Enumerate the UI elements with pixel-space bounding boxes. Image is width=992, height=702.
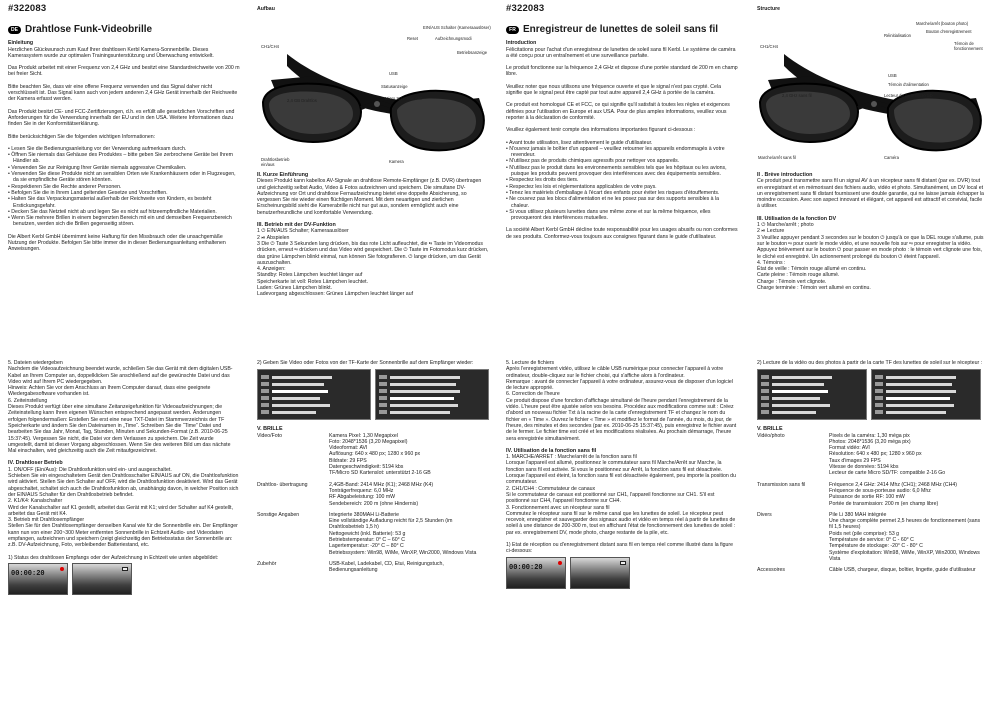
intro-paragraph: Le produit fonctionne sur la fréquence 2,4 GHz et dispose d'une portée standard de 200 m en champ libre. <box>506 65 738 78</box>
spec-value: Kamera Pixel: 1,30 Megapixel Foto: 2048*1536 (3,20 Megapixel) Videoformat: AVI Auflösung: 640 x 480 px; 1280 x 960 px Bildrate: 29 FPS Datengeschwindigkeit: 5194 kbs TF/Micro SD Kartenslot: unterstützt 2-16 GB <box>329 432 431 477</box>
paragraph: Après l'enregistrement vidéo, utilisez le câble USB numérique pour connecter l'appareil à votre ordinateur, double-cliquez sur le fichier choisi, qui s'affiche alors à l'ordinateur. <box>506 366 724 379</box>
list-item: • N'utilisez pas de produits chimiques agressifs pour nettoyer vos appareils. <box>506 158 738 164</box>
section-heading: Aufbau <box>257 6 275 12</box>
section-heading: Structure <box>757 6 781 12</box>
receiver-screens <box>506 557 738 589</box>
list-item: • N'ouvrez jamais le boîtier d'un appareil – veuillez retourner les appareils endommagés à votre revendeur. <box>506 146 738 159</box>
paragraph: Ce produit dispose d'une fonction d'affichage simultané de l'heure pendant l'enregistrement de la vidéo. L'heure peut être ajustée selon vos besoins. Procédez aux modifications comme suit : Créez d'abord un nouveau fichier Txt à la racine de la carte d'enregistrement TF et changez le nom du fichier en « Time ». Ouvrez le fichier « Time » et modifiez le format de l'année, du mois, du jour, de l'heure, des minutes et des secondes (par ex. 2010-06-25 15:37:45), puis enregistrez le fichier avant de le fermer. Le fichier time est créé et les modifications réalisées. Au prochain démarrage, l'heure sera enregistrée simultanément. <box>506 397 737 442</box>
disclaimer: La société Albert Kerbl GmbH décline toute responsabilité pour les usages abusifs ou non conformes de ses produits. Conformez-vous toujours aux consignes figurant dans le guide d'utilisateur. <box>506 227 738 240</box>
section-text: Ce produit peut transmettre sans fil un signal AV à un récepteur sans fil distant (par ex. DVR) tout en enregistrant et en mémorisant des fichiers audio, vidéo et photo. Simultanément, un DV local et un enregistrement sans fil distant fournissent une double garantie, qui ne laisse jamais échapper la moindre occasion. Avec son aspect innovant et élégant, cet appareil est attractif et convivial, facile à utiliser. <box>757 178 984 210</box>
spec-value: Fréquence 2,4 GHz: 2414 Mhz (CH1); 2468 MHz (CH4) Fréquence de sous-porteuse audio: 6,0 Mhz Puissance de sortie RF: 100 mW Portée de transmission: 200 m (en champ libre) <box>829 481 958 507</box>
glasses-diagram-fr <box>754 18 988 170</box>
section-heading: III. Utilisation de la fonction DV <box>757 215 837 222</box>
receiver-screens <box>8 563 240 595</box>
intro-paragraph: Veuillez également tenir compte des informations importantes figurant ci-dessous : <box>506 127 696 134</box>
label-power-indicator: Témoin d'alimentation <box>888 82 929 87</box>
label-wireless-switch: Marche/arrêt sans fil <box>758 155 796 160</box>
receiver-photo-screen <box>570 557 630 589</box>
label-2-4-ghz: 2,4 GHz sans fil <box>782 93 812 98</box>
specs-table <box>257 433 489 574</box>
title-row <box>8 26 240 34</box>
record-dot-icon <box>60 567 64 571</box>
section-heading: V. BRILLE <box>257 426 283 433</box>
list-item: • Verwenden Sie zur Reinigung Ihrer Geräte niemals aggressive Chemikalien. <box>8 165 240 171</box>
label-usb: USB <box>888 73 897 78</box>
label-camera: Caméra <box>884 155 899 160</box>
receiver-video-screen <box>506 557 566 589</box>
text-line: Stellen Sie für den Drahtlosempfänger denselben Kanal wie für die Sonnenbrille ein. Der Empfänger kann nun von einer 200~300 Meter entfernten Sonnenbrille in Echtzeit Audio- und Videodaten empfangen, aufzeichnen und speichern (zeigt gleichzeitig den Betriebsstatus der Sonnenbrille an: z.B. DV-Aufzeichnung, Foto, verbleibender Batteriestand, etc. <box>8 523 238 549</box>
intro-paragraph: Bitte beachten Sie, dass wir eine offene Frequenz verwenden und das Signal daher nicht verschlüsselt ist. Das Signal kann auch von jedem anderen 2,4 GHz Gerät innerhalb der Reichweite der Kamera erfasst werden. <box>8 83 238 103</box>
intro-paragraph: Bitte berücksichtigen Sie die folgenden wichtigen Informationen: <box>8 133 156 140</box>
de-dv-column <box>257 172 489 298</box>
text-line: 3. Fonctionnement avec un récepteur sans fil <box>506 504 610 511</box>
label-usb: USB <box>389 71 398 76</box>
text-line: Speicherkarte ist voll: Rotes Lämpchen leuchtet. <box>257 278 369 285</box>
intro-paragraph: Ce produit est homologué CE et FCC, ce qui signifie qu'il satisfait à toutes les règles et exigences définies pour l'utilisation en Europe et aux USA. Pour de plus amples informations, veuillez vous reporter à la déclaration de conformité. <box>506 102 730 121</box>
text-line: Ladevorgang abgeschlossen: Grünes Lämpchen leuchtet länger auf <box>257 291 414 298</box>
spec-value: Pixels de la caméra: 1,30 méga pix Photos: 2048*1536 (3,20 méga pix) Format vidéo: AVI Résolution: 640 x 480 px; 1280 x 960 px Taux d'images 29 FPS Vitesse de données: 5194 kbs Lecteur de carte Micro SD/TF: compatible 2-16 Go <box>829 432 946 477</box>
text-line: Laden: Grünes Lämpchen blinkt. <box>257 285 332 292</box>
text-line: 2. K1/K4: Kanalschalter <box>8 498 63 505</box>
intro-paragraph: Félicitations pour l'achat d'un enregistreur de lunettes de soleil sans fil Kerbl. Le système de caméra a été conçu pour un entraînement et une surveillance parfaite. <box>506 46 736 59</box>
text-line: 1 ⏻ EIN/AUS Schalter; Kameraauslöser <box>257 228 349 235</box>
file-list-screen <box>375 369 489 420</box>
receiver-photo-screen <box>72 563 132 595</box>
label-operation-indicator: Témoin de fonctionnement <box>954 41 983 51</box>
text-line: Si le commutateur de canaux est positionné sur CH1, l'appareil fonctionne sur CH1. S'il est positionné sur CH4, l'appareil fonctionne sur CH4. <box>506 491 715 505</box>
spec-value: USB-Kabel, Ladekabel, CD, Etui, Reinigungstuch, Bedienungsanleitung <box>329 560 444 574</box>
label-wireless-switch: Drahtlosbetrieb ein/aus <box>261 157 290 167</box>
file-list-screen <box>871 369 981 420</box>
section-heading: III. Betrieb mit der DV-Funktion <box>257 222 336 229</box>
paragraph: 2) Geben Sie Video oder Fotos von der TF-Karte der Sonnenbrille auf dem Empfänger wieder: <box>257 360 474 366</box>
intro-paragraph: Das Produkt besitzt CE- und FCC-Zertifizierungen, d.h. es erfüllt alle gesetzlichen Vorschriften und Anforderungen für die Verwendung innerhalb der EU und in den USA. Weitere Informationen dazu finden Sie in der Konformitätserklärung. <box>8 108 235 128</box>
spec-key: Divers <box>757 511 772 518</box>
text-line: 1) Status des drahtlosen Empfangs oder der Aufzeichnung in Echtzeit wie unten abgebildet: <box>8 554 219 561</box>
spec-value: Pile Li 380 MAH intégrée Une charge complète permet 2,5 heures de fonctionnement (sans fil 1,5 heures) Poids net (pile comprise): 53 g Température de service: 0° C - 60° C Température de stockage: -20° C - 80° C Système d'exploitation: Win98, WiMe, WinXP, Win2000, Windows Vista <box>829 511 981 562</box>
receiver-file-screens <box>757 369 985 420</box>
camera-icon <box>122 567 128 571</box>
text-line: Lorsque l'appareil est allumé, positionnez le commutateur sans fil Marche/Arrêt sur Marche, la fonction sans fil est activée. Si vous le positionnez sur Arrêt, la fonction sans fil est désactivée. Lorsque l'appareil est éteint, la fonction sans fil est désactivée également, peu importe la position du commutateur. <box>506 460 736 486</box>
fr-intro-column <box>506 3 738 240</box>
spec-key: Transmission sans fil <box>757 481 806 488</box>
section-text: Dieses Produkt kann kabellos AV-Signale an drahtlose Remote-Empfänger (z.B. DVR) übertragen und gleichzeitig selbst Audio, Video & Fotos aufzeichnen und speichern. Die simultane DV-Aufzeichnung vor Ort und drahtlose Fernaufzeichnung bietet eine doppelte Absicherung, so vergessen Sie nie wieder einen flüchtigen Moment. Mit dem neuartigen und zierlichen Erscheinungsbild sieht die Kamerabrille nicht nur gut aus, sondern ermöglicht auch eine benutzerfreundliche und komfortable Verwendung. <box>257 178 482 216</box>
spec-value: Câble USB, chargeur, disque, boîtier, lingette, guide d'utilisateur <box>829 567 976 574</box>
intro-paragraph: Herzlichen Glückwunsch zum Kauf Ihrer drahtlosen Kerbl Kamera-Sonnenbrille. Dieses Kamerasystem wurde zur optimalen Trainingsunterstützung und Überwachung entwickelt. <box>8 46 214 59</box>
section-heading: V. BRILLE <box>757 426 783 433</box>
receiver-video-screen <box>8 563 68 595</box>
text-line: 4. Anzeigen: <box>257 266 286 273</box>
label-2-4-ghz: 2,4 GB Drahtlos <box>287 98 317 103</box>
section-heading: II . Brève introduction <box>757 172 813 178</box>
label-power-switch: EIN/AUS Schalter (Kameraauslöser) <box>423 25 491 30</box>
record-dot-icon <box>558 561 562 565</box>
glasses-diagram-de <box>257 18 493 170</box>
text-line: 1. MARCHE/ARRET : Marche/arrêt de la fonction sans fil <box>506 454 637 461</box>
product-number: #322083 <box>8 3 47 14</box>
product-number: #322083 <box>506 3 545 14</box>
spec-key: Zubehör <box>257 560 277 567</box>
fr-files-column <box>506 360 738 589</box>
text-line: 3 Die ⏻ Taste 3 Sekunden lang drücken, bis das rote Licht aufleuchtet, die ⏯ Taste im Videomodus drücken, erneut ⏯ drücken und das Video wird gespeichert. Die ⏻ Taste im Fotomodus kurz drücken, das grüne Lämpchen blinkt einmal, nun können Sie fotografieren. ⏻ lange drücken, um das Gerät auszuschalten. <box>257 240 489 266</box>
list-item: • Si vous utilisez plusieurs lunettes dans une même zone et sur la même fréquence, elles provoqueront des interférences mutuelles. <box>506 209 738 222</box>
list-item: • Respectez les lois et réglementations applicables de votre pays. <box>506 184 738 190</box>
text-line: 2 ⏯ Lecture <box>757 228 785 235</box>
paragraph: Nachdem die Videoaufzeichnung beendet wurde, schließen Sie das Gerät mit dem digitalen USB-Kabel an Ihrem Computer an, doppelklicken Sie anschließend auf die gewünschte Datei und das Video wird auf Ihrem PC wiedergegeben. <box>8 366 233 385</box>
list-item: • Respectez les droits des tiers. <box>506 177 738 183</box>
text-line: État de veille : Témoin rouge allumé en continu. <box>757 266 867 273</box>
text-line: 1. ON/OFF (Ein/Aus): Die Drahtlosfunktion wird ein- und ausgeschaltet. <box>8 466 172 473</box>
list-item: • Halten Sie das Verpackungsmaterial außerhalb der Reichweite von Kindern, es besteht Erstickungsgefahr. <box>8 196 240 209</box>
section-heading: II. Kurze Einführung <box>257 172 309 178</box>
spec-key: Accessoires <box>757 567 785 574</box>
receiver-file-screens <box>257 369 489 420</box>
paragraph: Hinweis: Achten Sie vor dem Anschluss an Ihrem Computer darauf, dass eine geeignete Wiedergabesoftware vorhanden ist. <box>8 385 211 398</box>
text-line: Charge : Témoin vert clignote. <box>757 278 827 285</box>
text-line: Standby: Rotes Lämpchen leuchtet länger auf <box>257 272 363 279</box>
label-record-button: Bouton d'enregistrement <box>926 29 972 34</box>
section-heading: IV. Drahtloser Betrieb <box>8 460 63 467</box>
text-line: Wird der Kanalschalter auf K1 gestellt, arbeitet das Gerät mit K1; wird der Schalter auf K4 gestellt, arbeitet das Gerät mit K4. <box>8 504 233 517</box>
paragraph: Remarque : avant de connecter l'appareil à votre ordinateur, assurez-vous de disposer d'un logiciel de lecture approprié. <box>506 378 733 392</box>
text-line: Charge terminée : Témoin vert allumé en continu. <box>757 285 871 292</box>
spec-key: Sonstige Angaben <box>257 511 300 518</box>
timestamp: 00:00:20 <box>11 569 45 578</box>
de-specs-column <box>257 360 489 574</box>
list-item: • Verwenden Sie diese Produkte nicht an sensiblen Orten wie Krankenhäusern oder in Flugzeugen, da sie empfindliche Geräte stören könnten. <box>8 171 240 184</box>
fr-specs-column <box>757 360 985 574</box>
label-recording-modes: Aufzeichnungsmodi <box>435 36 472 41</box>
label-status-indicator: Statusanzeige <box>381 84 408 89</box>
camera-icon <box>620 561 626 565</box>
label-microsd: Lecteur de carte Micro SD <box>884 93 933 98</box>
document-title: Drahtlose Funk-Videobrille <box>25 24 153 36</box>
language-badge: DE <box>8 26 21 34</box>
label-ch1-ch4: CH1/CH4 <box>760 44 778 49</box>
fr-dv-column <box>757 172 985 291</box>
de-intro-column <box>8 3 240 253</box>
section-heading: IV. Utilisation de la fonction sans fil <box>506 447 597 454</box>
list-item: • Befolgen Sie die in Ihrem Land geltenden Gesetze und Vorschriften. <box>8 190 240 196</box>
text-line: Schieben Sie ein eingeschaltetem Gerät den Drahtlosschalter EIN/AUS auf ON, die Drahtlosfunktion wird aktiviert. Stellen Sie den Schalter auf OFF, wird die Drahtlosfunktion deaktiviert. Wird das Gerät abgeschaltet, schaltet sich auch die Drahtlosfunktion ab, unabhängig davon, in welcher Position sich der EIN/AUS Schalter für den Drahtlosbetrieb befindet. <box>8 473 239 498</box>
spec-value: Integrierte 380MAH Li-Batterie Eine vollständige Aufladung reicht für 2,5 Stunden (im Drahtlosbetrieb 1,5 h) Nettogewicht (inkl. Batterie): 53 g Betriebstemperatur: 0° C – 60° C Lagertemperatur: -20° C – 80° C Betriebssystem: Win98, WiMe, WinXP, Win2000, Windows Vista <box>329 511 477 556</box>
language-badge: FR <box>506 26 519 34</box>
list-item: • Decken Sie das Netzteil nicht ab und legen Sie es nicht auf hitzeempfindliche Materialien. <box>8 209 240 215</box>
label-reset: Reset <box>407 36 418 41</box>
label-operation-indicator: Betriebsanzeige <box>457 50 488 55</box>
list-item: • Wenn Sie mehrere Brillen in einem begrenzten Bereich mit ein und demselben Frequenzbereich benutzen, werden sich die Brillen gegenseitig stören. <box>8 215 240 228</box>
paragraph: Dieses Produkt verfügt über eine simultane Zeitanzeigefunktion für Videoaufzeichnungen; die Zeiteinstellung kann Ihren eigenen Wünschen entsprechend angepasst werden. Änderungen erfolgen folgendermaßen: Erstellen Sie erst eine neue TXT-Datei im Stammverzeichnis der TF Speicherkarte und ändern Sie den Dateinamen in „Time“. Schreiben Sie die “Time” Datei und bearbeiten Sie das Jahr, Monat, Tag, Stunden, Minuten und Sekunden-Format (z.B. 2010-06-25 15:37:45). Vergessen Sie nicht, die Datei vor dem Verlassen zu speichern. Die Zeit wurde umgestellt, damit ist dieser Vorgang abgeschlossen. Wenn Sie des weiteren Bild um das nächste Mal einschalten, wird gleichzeitig auch die Zeit mitaufgezeichnet. <box>8 404 231 455</box>
spec-key: Drahtlos- übertragung <box>257 481 308 488</box>
list-item: • Öffnen Sie niemals das Gehäuse des Produktes – bitte geben Sie zerbrochene Geräte bei Ihrem Händler ab. <box>8 152 240 165</box>
list-item: • N'utilisez pas le produit dans les environnements sensibles tels que les hôpitaux ou les avions, puisque les produits peuvent provoquer des interférences avec des équipements sensibles. <box>506 165 738 178</box>
text-line: 4. Témoins : <box>757 259 786 266</box>
list-item: • Tenez les matériels d'emballage à l'écart des enfants pour éviter les risques d'étouffements. <box>506 190 738 196</box>
de-files-column <box>8 360 240 595</box>
list-item: • Lesen Sie die Bedienungsanleitung vor der Verwendung aufmerksam durch. <box>8 146 240 152</box>
text-line: 1) Etat de réception ou d'enregistrement distant sans fil en temps réel comme illustré dans la figure ci-dessous: <box>506 542 734 555</box>
title-row <box>506 26 738 34</box>
text-line: 3. Betrieb mit Drahtlosempfänger <box>8 517 85 524</box>
fr-structure-column <box>757 6 985 12</box>
intro-heading: Introduction <box>506 40 537 47</box>
subheading: 6. Correction de l'heure <box>506 391 560 398</box>
safety-bullets <box>8 146 240 228</box>
spec-key: Vidéo/photo <box>757 432 785 439</box>
spec-key: Video/Foto <box>257 432 282 439</box>
list-item: • Ne couvrez pas les blocs d'alimentation et ne les posez pas sur des supports sensibles à la chaleur. <box>506 196 738 209</box>
text-line: 1 ⏻ Marche/arrêt ; photo <box>757 222 814 229</box>
intro-paragraph: Das Produkt arbeitet mit einer Frequenz von 2,4 GHz und besitzt eine Standardreichweite von 200 m bei freier Sicht. <box>8 65 240 78</box>
text-line: 2 ⏯ Abspielen <box>257 234 290 241</box>
de-structure-column <box>257 6 489 12</box>
specs-table <box>757 433 985 574</box>
list-item: • Respektieren Sie die Rechte anderer Personen. <box>8 184 240 190</box>
subheading: 6. Zeiteinstellung <box>8 397 48 404</box>
file-list-screen <box>257 369 371 420</box>
timestamp: 00:00:20 <box>509 563 543 572</box>
subheading: 5. Dateien wiedergeben <box>8 360 63 366</box>
text-line: Commutez le récepteur sans fil sur le même canal que les lunettes de soleil. Le récepteur peut recevoir, enregistrer et sauvegarder des signaux audio et vidéo en temps réel à partir de lunettes de soleil à une distance de 200-300 m, tout en affichant l'état de fonctionnement des lunettes de soleil : par ex. enregistrement DV, mode photo, charge restante de la pile, etc. <box>506 510 736 536</box>
document-title: Enregistreur de lunettes de soleil sans fil <box>523 24 719 36</box>
intro-heading: Einleitung <box>8 40 34 47</box>
text-line: 2. CH1/CH4 : Commutateur de canaux <box>506 485 596 492</box>
text-line: 3 Veuillez appuyer pendant 3 secondes sur le bouton ⏻ jusqu'à ce que la DEL rouge s'allume, puis sur le bouton ⏯ pour ouvrir le mode vidéo, et une nouvelle fois sur ⏯ pour enregistrer la vidéo. Appuyez brièvement sur le bouton ⏻ pour passer en mode photo : le témoin vert clignote une fois, le cliché est enregistré. Un actionnement prolongé du bouton ⏻ éteint l'appareil. <box>757 234 984 260</box>
label-reset: Réinitialisation <box>884 33 911 38</box>
list-item: • Avant toute utilisation, lisez attentivement le guide d'utilisateur. <box>506 140 738 146</box>
paragraph: 2) Lecture de la vidéo ou des photos à partir de la carte TF des lunettes de soleil sur le récepteur : <box>757 360 983 366</box>
intro-paragraph: Veuillez noter que nous utilisons une fréquence ouverte et que le signal n'est pas crypté. Cela signifie que le signal peut être capté par tout autre appareil 2,4 GHz à portée de la caméra. <box>506 83 721 97</box>
label-ch1-ch4: CH1/CH4 <box>261 44 279 49</box>
subheading: 5. Lecture de fichiers <box>506 360 555 366</box>
text-line: Carte pleine : Témoin rouge allumé. <box>757 272 840 279</box>
disclaimer: Die Albert Kerbl GmbH übernimmt keine Haftung für den Missbrauch oder die unsachgemäße Nutzung der Produkte. Befolgen Sie bitte immer die in dieser Bedienungsanleitung enthaltenen Anweisungen. <box>8 233 226 253</box>
file-list-screen <box>757 369 867 420</box>
spec-value: 2,4GB-Band: 2414 MHz (K1); 2468 MHz (K4) Tonträgerfrequenz: 6,0 MHz RF Abgabeleistung: 100 mW Sendebereich: 200 m (ohne Hindernis) <box>329 481 434 507</box>
safety-bullets <box>506 140 738 222</box>
label-microsd: Micro SD Kartenslot <box>385 96 423 101</box>
label-camera: Kamera <box>389 159 404 164</box>
label-power-switch: Marche/arrêt (bouton photo) <box>916 21 969 26</box>
